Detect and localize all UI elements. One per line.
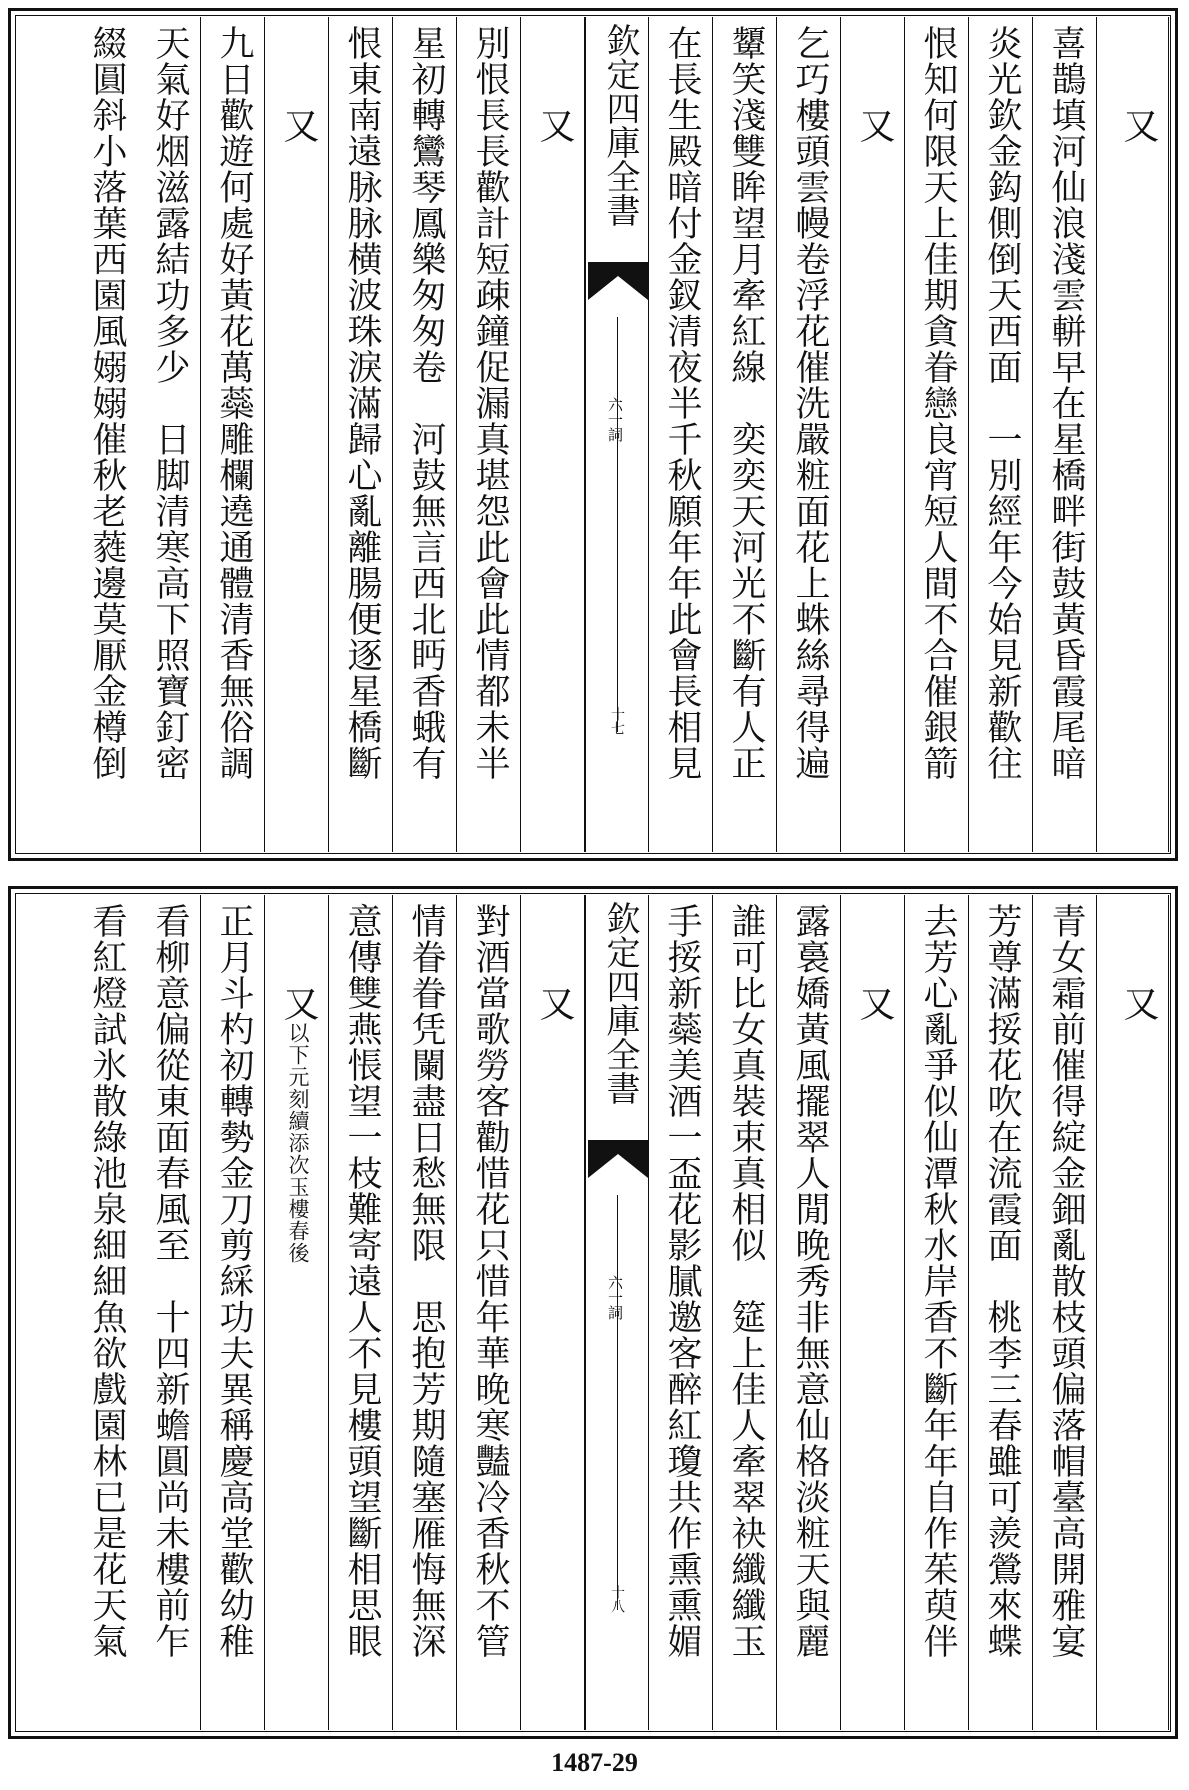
text-column: 恨東南遠脉脉横波珠淚滿歸心亂離腸便逐星橋斷 <box>329 17 393 852</box>
header-title: 欽定四庫全書 <box>600 901 640 1105</box>
text-column: 星初轉鸞琴鳳樂匆匆卷 河鼓無言西北眄香蛾有 <box>393 17 457 852</box>
text-column: 正月斗杓初轉勢金刀剪綵功夫異稱慶高堂歡幼稚 <box>201 895 265 1730</box>
text-column: 意傳雙燕悵望一枝難寄遠人不見樓頭望斷相思眼 <box>329 895 393 1730</box>
text-column: 喜鵲填河仙浪淺雲軿早在星橋畔街鼓黃昏霞尾暗 <box>1033 17 1097 852</box>
text-column: 天氣好烟滋露結功多少 日脚清寒高下照寶釘密 <box>137 17 201 852</box>
text-column: 看紅燈試氷散綠池泉細細魚欲戲園林已是花天氣 <box>87 903 127 1659</box>
annotation-note-2: 次玉樓春後 <box>286 1154 310 1264</box>
col-heading-you: 又 <box>521 17 585 852</box>
text-column: 九日歡遊何處好黃花萬蘂雕欄遶通體清香無俗調 <box>201 17 265 852</box>
col-heading-you: 又 <box>841 17 905 852</box>
text-column: 對酒當歌勞客勸惜花只惜年華晚寒豔冷香秋不管 <box>457 895 521 1730</box>
text-column: 情眷眷凭闌盡日愁無限 思抱芳期隨塞雁悔無深 <box>393 895 457 1730</box>
center-fold <box>585 895 649 1730</box>
text-column: 別恨長長歡計短疎鐘促漏真堪怨此會此情都未半 <box>457 17 521 852</box>
text-column: 芳尊滿挼花吹在流霞面 桃李三春雖可羨鶯來蝶 <box>969 895 1033 1730</box>
book-short-title: 六一詞 <box>606 1275 624 1320</box>
col-heading-you: 又 <box>841 895 905 1730</box>
text-column: 顰笑淺雙眸望月牽紅線 奕奕天河光不斷有人正 <box>713 17 777 852</box>
top-text-columns <box>17 17 1169 852</box>
col-heading-you: 又 <box>1097 17 1169 852</box>
page-number: 十八 <box>609 1585 625 1613</box>
annotation-note-1: 以下元刻續添 <box>286 1022 310 1154</box>
header-title: 欽定四庫全書 <box>600 23 640 227</box>
page-number: 十七 <box>609 707 625 735</box>
text-column: 恨知何限天上佳期貪眷戀良宵短人間不合催銀箭 <box>905 17 969 852</box>
fishtail-mark-icon <box>588 262 648 300</box>
page-top <box>8 8 1178 861</box>
col-heading-you: 又 <box>278 985 319 1022</box>
col-heading-you: 又 <box>1097 895 1169 1730</box>
bottom-text-columns <box>17 895 1169 1730</box>
text-column: 青女霜前催得綻金鈿亂散枝頭偏落帽臺高開雅宴 <box>1033 895 1097 1730</box>
text-column: 手挼新蘂美酒一盃花影膩邀客醉紅瓊共作熏熏媚 <box>649 895 713 1730</box>
text-column: 去芳心亂爭似仙潭秋水岸香不斷年年自作茱萸伴 <box>905 895 969 1730</box>
col-heading-you: 又 <box>265 17 329 852</box>
col-heading-you: 又 <box>521 895 585 1730</box>
text-column: 乞巧樓頭雲幔卷浮花催洗嚴粧面花上蛛絲尋得遍 <box>777 17 841 852</box>
text-column: 看柳意偏從東面春風至 十四新蟾圓尚未樓前乍 <box>137 895 201 1730</box>
text-column: 誰可比女真裝束真相似 筵上佳人牽翠袂纖纖玉 <box>713 895 777 1730</box>
text-column: 炎光欽金鈎側倒天西面 一別經年今始見新歡往 <box>969 17 1033 852</box>
col-heading-with-note <box>265 895 329 1730</box>
text-column: 綴圓斜小落葉西園風嫋嫋催秋老蕤邊莫厭金樽倒 <box>87 25 127 781</box>
page-bottom <box>8 886 1178 1739</box>
footer-code: 1487-29 <box>551 1748 638 1777</box>
text-column: 在長生殿暗付金釵清夜半千秋願年年此會長相見 <box>649 17 713 852</box>
fishtail-mark-icon <box>588 1140 648 1178</box>
text-column: 露裛嬌黃風擺翠人閒晚秀非無意仙格淡粧天與麗 <box>777 895 841 1730</box>
book-short-title: 六一詞 <box>606 397 624 442</box>
center-fold <box>585 17 649 852</box>
